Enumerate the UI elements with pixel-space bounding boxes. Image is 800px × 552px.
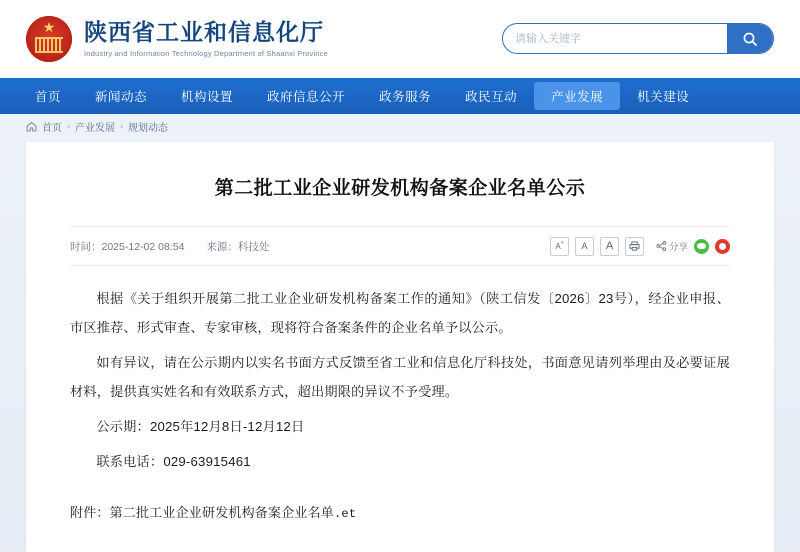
publish-time-value: 2025-12-02 08:54 <box>101 240 185 253</box>
font-size-small-button[interactable]: A + <box>550 237 569 256</box>
article-tools <box>550 227 730 265</box>
brand-text <box>84 18 328 60</box>
brand-title-cn: 陕西省工业和信息化厅 <box>84 19 324 45</box>
nav-item-gov-service[interactable]: 政务服务 <box>379 90 432 104</box>
article-body <box>70 284 730 529</box>
share-label: 分享 <box>668 242 688 253</box>
article-card <box>26 142 774 552</box>
share-button[interactable] <box>656 239 688 253</box>
site-brand[interactable] <box>26 16 328 62</box>
nav-item-news[interactable]: 新闻动态 <box>95 90 148 104</box>
wechat-icon[interactable] <box>694 239 709 254</box>
search-box[interactable] <box>502 23 774 54</box>
breadcrumb-item-industry-development[interactable]: 产业发展 <box>75 122 115 134</box>
page-title: 第二批工业企业研发机构备案企业名单公示 <box>214 178 586 199</box>
breadcrumb-separator-2: › <box>120 121 123 131</box>
nav-item-agency-building[interactable]: 机关建设 <box>637 90 690 104</box>
nav-item-gov-info[interactable]: 政府信息公开 <box>267 90 346 104</box>
breadcrumb-item-planning-news[interactable]: 规划动态 <box>128 122 168 134</box>
article-contact-phone: 联系电话：029-63915461 <box>96 454 251 469</box>
search-button[interactable] <box>727 24 773 53</box>
font-size-large-button[interactable]: A <box>600 237 619 256</box>
print-icon[interactable] <box>625 237 644 256</box>
search-icon <box>742 31 758 47</box>
brand-title-en: Industry and Information Technology Department of Shaanxi Province <box>84 49 329 58</box>
content-fade <box>26 526 774 552</box>
nav-item-industry-development[interactable]: 产业发展 <box>534 82 620 110</box>
search-input[interactable] <box>503 24 727 53</box>
publish-time <box>70 239 184 254</box>
site-header <box>0 0 800 78</box>
share-icon <box>656 241 667 251</box>
attachment-label: 附件： <box>70 505 110 520</box>
attachment-row <box>70 498 730 529</box>
font-size-medium-button[interactable]: A <box>575 237 594 256</box>
breadcrumb <box>0 114 800 138</box>
article-publicity-period: 公示期：2025年12月8日-12月12日 <box>96 419 305 434</box>
national-emblem-icon <box>26 16 72 62</box>
breadcrumb-separator: › <box>67 121 70 131</box>
source <box>206 239 269 254</box>
main-nav <box>0 78 800 114</box>
weibo-icon[interactable] <box>715 239 730 254</box>
article-paragraph-1: 根据《关于组织开展第二批工业企业研发机构备案工作的通知》（陕工信发〔2026〕23号），经企业申报、市区推荐、形式审查、专家审核，现将符合备案条件的企业名单予以公示。 <box>70 291 730 335</box>
attachment-extension: .et <box>334 507 357 521</box>
breadcrumb-item-home[interactable]: 首页 <box>42 122 62 134</box>
source-value: 科技处 <box>237 240 270 253</box>
nav-item-interaction[interactable]: 政民互动 <box>465 90 518 104</box>
source-label: 来源： <box>206 240 238 253</box>
nav-item-home[interactable]: 首页 <box>35 90 62 104</box>
article-paragraph-2: 如有异议，请在公示期内以实名书面方式反馈至省工业和信息化厅科技处，书面意见请列举理由及必要证展材料，提供真实姓名和有效联系方式，超出期限的异议不予受理。 <box>70 355 730 399</box>
article-meta <box>70 226 730 266</box>
home-icon <box>26 121 37 132</box>
publish-time-label: 时间： <box>70 240 102 253</box>
attachment-link[interactable]: 第二批工业企业研发机构备案企业名单 <box>109 505 335 520</box>
nav-item-org[interactable]: 机构设置 <box>181 90 234 104</box>
